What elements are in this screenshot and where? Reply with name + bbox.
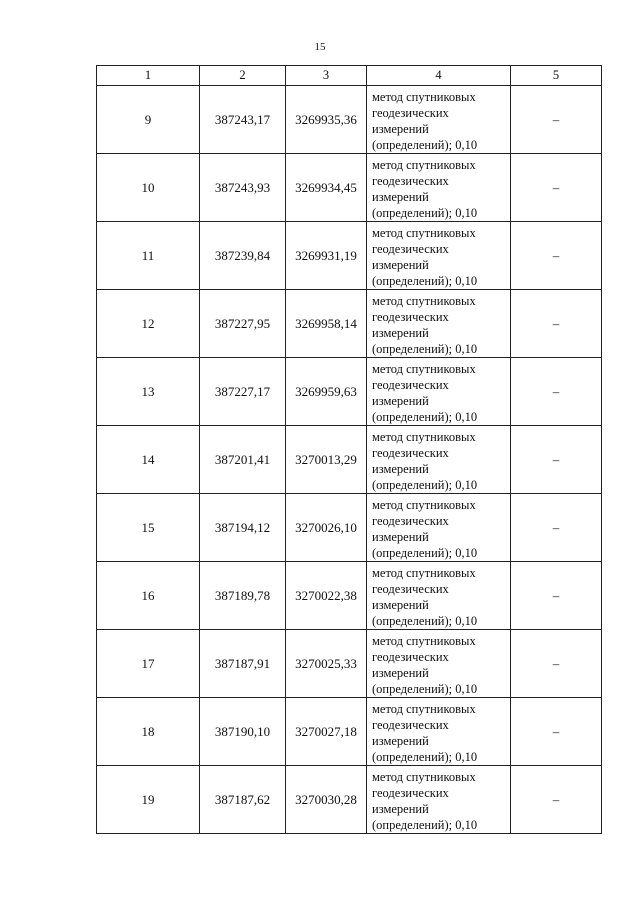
- note-cell: –: [511, 222, 602, 290]
- method-cell: [367, 290, 511, 358]
- method-cell: [367, 494, 511, 562]
- method-text-line: измерений: [372, 394, 429, 408]
- y-coordinate-cell: 3269959,63: [286, 358, 367, 426]
- method-text-line: измерений: [372, 666, 429, 680]
- x-coordinate-cell: 387243,93: [200, 154, 286, 222]
- table-row: [97, 154, 602, 222]
- point-number-cell: 16: [97, 562, 200, 630]
- method-cell: [367, 766, 511, 834]
- table-row: [97, 562, 602, 630]
- column-header-1: 1: [97, 66, 200, 86]
- table-row: [97, 222, 602, 290]
- method-text-line: геодезических: [372, 650, 449, 664]
- method-text-line: геодезических: [372, 310, 449, 324]
- method-text-line: измерений: [372, 326, 429, 340]
- note-cell: –: [511, 630, 602, 698]
- method-text-line: метод спутниковых: [372, 362, 476, 376]
- method-text-line: измерений: [372, 462, 429, 476]
- method-text-line: геодезических: [372, 446, 449, 460]
- x-coordinate-cell: 387189,78: [200, 562, 286, 630]
- method-text-line: геодезических: [372, 786, 449, 800]
- method-text-line: измерений: [372, 802, 429, 816]
- y-coordinate-cell: 3269931,19: [286, 222, 367, 290]
- y-coordinate-cell: 3270013,29: [286, 426, 367, 494]
- x-coordinate-cell: 387227,17: [200, 358, 286, 426]
- point-number-cell: 18: [97, 698, 200, 766]
- y-coordinate-cell: 3269934,45: [286, 154, 367, 222]
- x-coordinate-cell: 387227,95: [200, 290, 286, 358]
- method-cell: [367, 698, 511, 766]
- point-number-cell: 14: [97, 426, 200, 494]
- y-coordinate-cell: 3269958,14: [286, 290, 367, 358]
- x-coordinate-cell: 387187,62: [200, 766, 286, 834]
- note-cell: –: [511, 766, 602, 834]
- note-cell: –: [511, 290, 602, 358]
- method-cell: [367, 426, 511, 494]
- method-text-line: метод спутниковых: [372, 430, 476, 444]
- table-row: [97, 630, 602, 698]
- point-number-cell: 13: [97, 358, 200, 426]
- point-number-cell: 11: [97, 222, 200, 290]
- page-number: 15: [314, 41, 326, 53]
- method-text-line: метод спутниковых: [372, 566, 476, 580]
- table-row: [97, 766, 602, 834]
- method-text-line: метод спутниковых: [372, 770, 476, 784]
- column-header-2: 2: [200, 66, 286, 86]
- x-coordinate-cell: 387187,91: [200, 630, 286, 698]
- y-coordinate-cell: 3270022,38: [286, 562, 367, 630]
- note-cell: –: [511, 562, 602, 630]
- x-coordinate-cell: 387243,17: [200, 86, 286, 154]
- method-text-line: геодезических: [372, 514, 449, 528]
- method-text-line: геодезических: [372, 582, 449, 596]
- method-text-line: метод спутниковых: [372, 226, 476, 240]
- method-text-line: геодезических: [372, 242, 449, 256]
- y-coordinate-cell: 3270030,28: [286, 766, 367, 834]
- y-coordinate-cell: 3270026,10: [286, 494, 367, 562]
- x-coordinate-cell: 387190,10: [200, 698, 286, 766]
- x-coordinate-cell: 387201,41: [200, 426, 286, 494]
- method-text-line: (определений); 0,10: [372, 750, 478, 764]
- y-coordinate-cell: 3270025,33: [286, 630, 367, 698]
- coordinates-table: [96, 65, 602, 834]
- method-text-line: измерений: [372, 530, 429, 544]
- method-cell: [367, 630, 511, 698]
- note-cell: –: [511, 426, 602, 494]
- header-row: [97, 66, 602, 86]
- method-text-line: (определений); 0,10: [372, 274, 478, 288]
- method-text-line: (определений); 0,10: [372, 818, 478, 832]
- method-text-line: (определений); 0,10: [372, 478, 478, 492]
- method-text-line: (определений); 0,10: [372, 342, 478, 356]
- point-number-cell: 12: [97, 290, 200, 358]
- point-number-cell: 15: [97, 494, 200, 562]
- point-number-cell: 10: [97, 154, 200, 222]
- table-row: [97, 494, 602, 562]
- note-cell: –: [511, 86, 602, 154]
- method-text-line: метод спутниковых: [372, 634, 476, 648]
- note-cell: –: [511, 698, 602, 766]
- table-row: [97, 86, 602, 154]
- method-text-line: измерений: [372, 122, 429, 136]
- x-coordinate-cell: 387239,84: [200, 222, 286, 290]
- table-body: [97, 86, 602, 834]
- method-cell: [367, 562, 511, 630]
- method-text-line: метод спутниковых: [372, 294, 476, 308]
- method-text-line: измерений: [372, 598, 429, 612]
- method-text-line: (определений); 0,10: [372, 682, 478, 696]
- method-cell: [367, 86, 511, 154]
- table-row: [97, 698, 602, 766]
- method-text-line: (определений); 0,10: [372, 206, 478, 220]
- method-text-line: метод спутниковых: [372, 158, 476, 172]
- method-text-line: (определений); 0,10: [372, 614, 478, 628]
- y-coordinate-cell: 3269935,36: [286, 86, 367, 154]
- table-row: [97, 426, 602, 494]
- table-row: [97, 290, 602, 358]
- note-cell: –: [511, 358, 602, 426]
- column-header-4: 4: [367, 66, 511, 86]
- method-text-line: геодезических: [372, 378, 449, 392]
- method-cell: [367, 222, 511, 290]
- method-text-line: геодезических: [372, 718, 449, 732]
- note-cell: –: [511, 154, 602, 222]
- note-cell: –: [511, 494, 602, 562]
- method-text-line: геодезических: [372, 174, 449, 188]
- method-cell: [367, 154, 511, 222]
- point-number-cell: 9: [97, 86, 200, 154]
- y-coordinate-cell: 3270027,18: [286, 698, 367, 766]
- table-row: [97, 358, 602, 426]
- method-text-line: измерений: [372, 258, 429, 272]
- method-text-line: измерений: [372, 734, 429, 748]
- column-header-3: 3: [286, 66, 367, 86]
- method-text-line: метод спутниковых: [372, 702, 476, 716]
- method-text-line: (определений); 0,10: [372, 138, 478, 152]
- method-text-line: метод спутниковых: [372, 498, 476, 512]
- point-number-cell: 17: [97, 630, 200, 698]
- method-text-line: геодезических: [372, 106, 449, 120]
- x-coordinate-cell: 387194,12: [200, 494, 286, 562]
- point-number-cell: 19: [97, 766, 200, 834]
- method-text-line: (определений); 0,10: [372, 410, 478, 424]
- table-header: [97, 66, 602, 86]
- method-text-line: (определений); 0,10: [372, 546, 478, 560]
- method-text-line: метод спутниковых: [372, 90, 476, 104]
- method-cell: [367, 358, 511, 426]
- column-header-5: 5: [511, 66, 602, 86]
- method-text-line: измерений: [372, 190, 429, 204]
